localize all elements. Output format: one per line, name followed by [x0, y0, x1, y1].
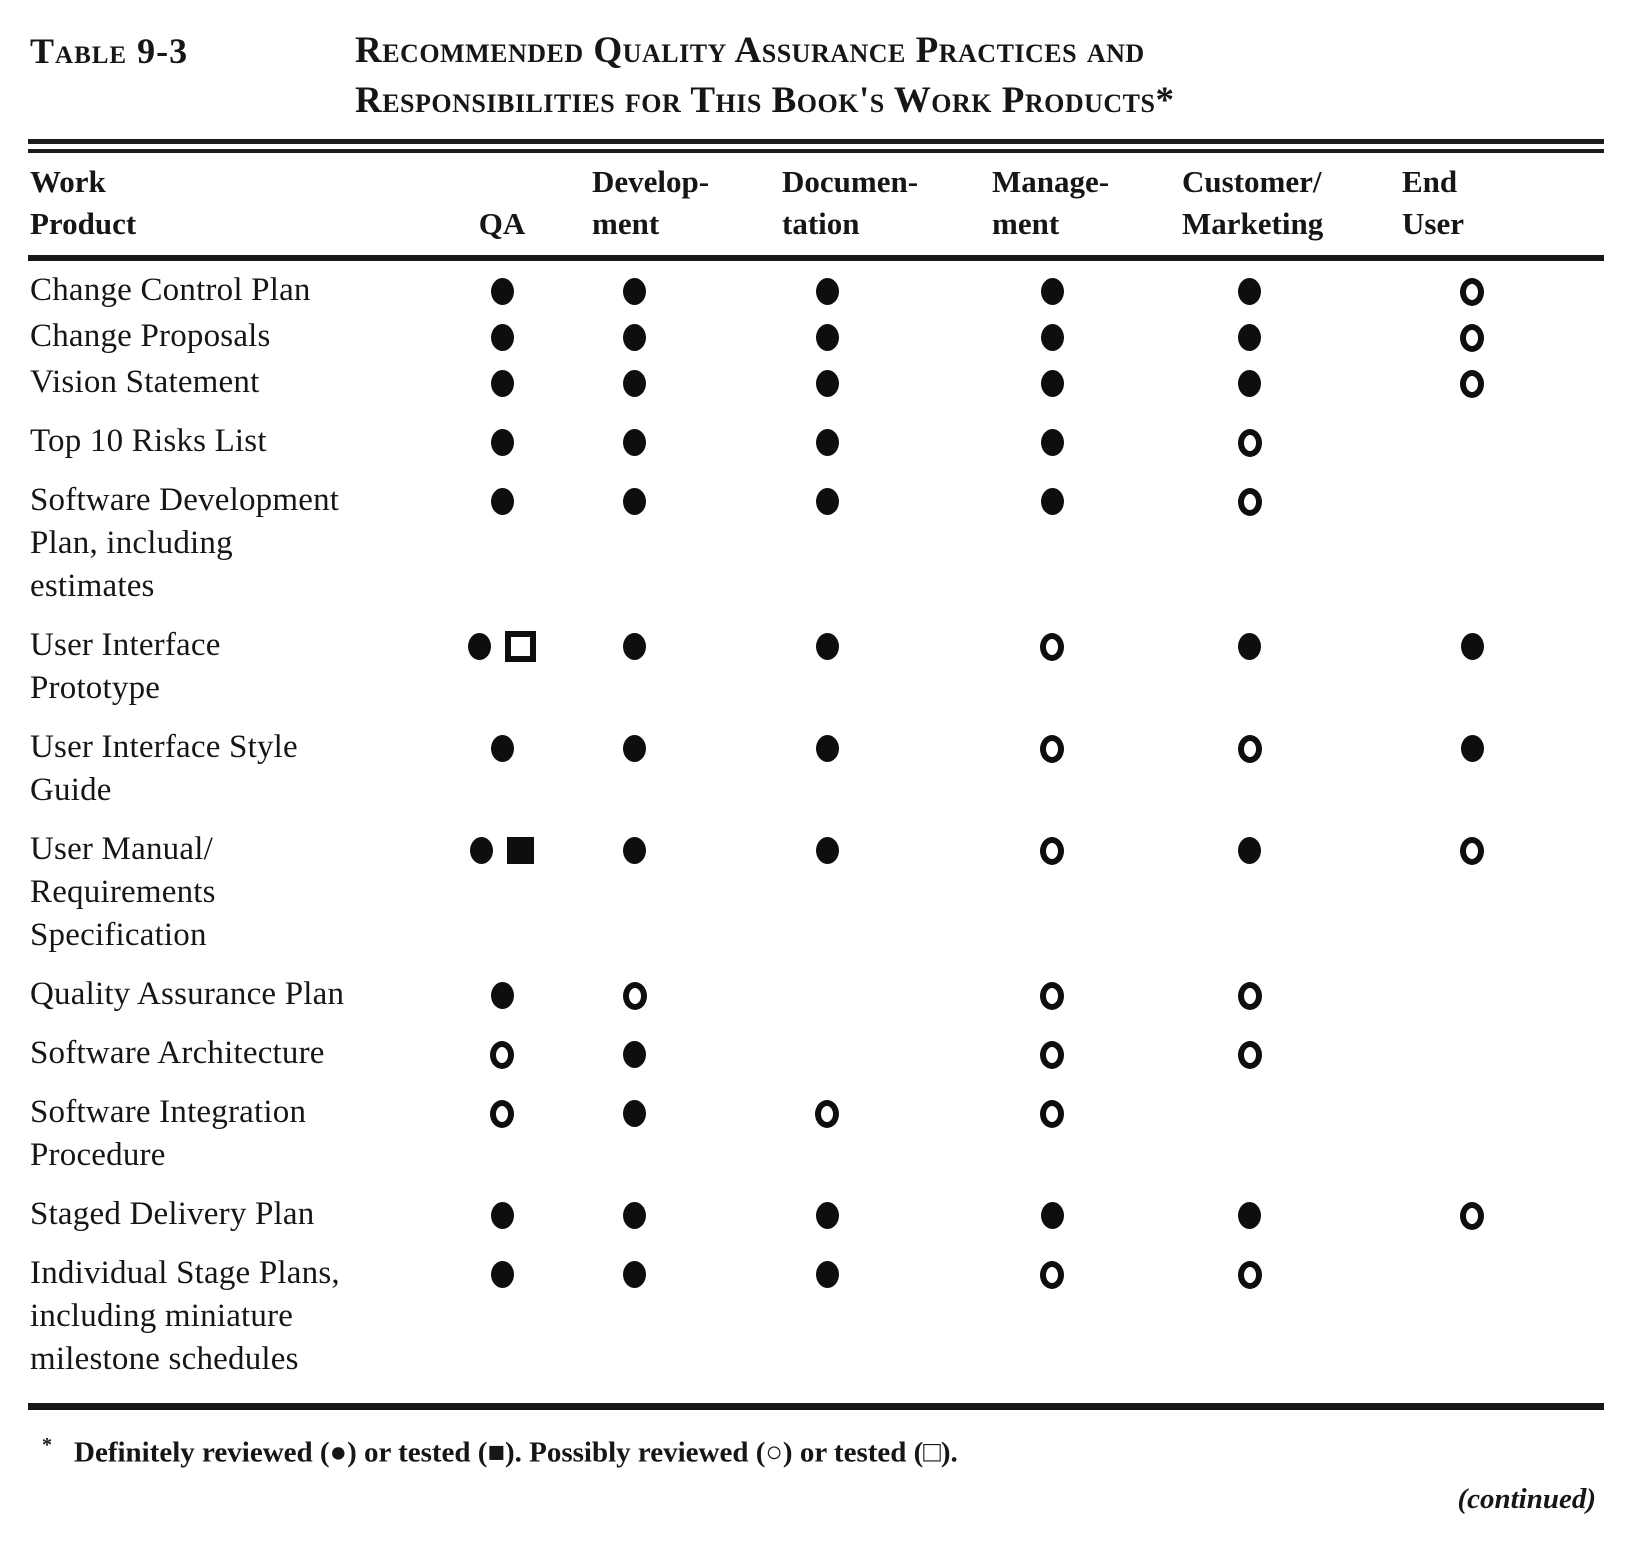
work-product-line: Change Proposals	[30, 318, 271, 354]
work-product-cell	[30, 315, 442, 358]
marker-cell-documentation	[707, 1091, 947, 1177]
marker-cell-management	[947, 479, 1157, 608]
marker-cell-management	[947, 1193, 1157, 1236]
work-product-line: milestone schedules	[30, 1341, 299, 1377]
work-product-line: User Interface	[30, 627, 221, 663]
table-row	[30, 973, 1632, 1016]
open-circle-marker	[490, 1041, 514, 1069]
marker-cell-end_user	[1342, 420, 1602, 463]
marker-cell-development	[562, 1193, 707, 1236]
marker-cell-management	[947, 1032, 1157, 1075]
column-header-line: End	[1402, 164, 1458, 199]
footnote-asterisk: *	[42, 1434, 52, 1456]
marker-cell-management	[947, 624, 1157, 710]
column-header-line	[442, 161, 562, 203]
marker-cell-management	[947, 1091, 1157, 1177]
marker-cell-documentation	[707, 973, 947, 1016]
marker-cell-management	[947, 361, 1157, 404]
work-product-line: Procedure	[30, 1137, 166, 1173]
marker-cell-management	[947, 726, 1157, 812]
column-header-qa	[442, 161, 562, 245]
open-circle-marker	[1040, 735, 1064, 763]
marker-cell-customer_marketing	[1157, 973, 1342, 1016]
table-row	[30, 361, 1632, 404]
filled-circle-marker	[1041, 278, 1064, 305]
column-header-development	[562, 161, 710, 245]
filled-circle-marker	[623, 1100, 646, 1127]
marker-cell-documentation	[707, 1252, 947, 1381]
open-circle-marker	[1460, 837, 1484, 865]
marker-cell-management	[947, 315, 1157, 358]
filled-circle-marker	[816, 1202, 839, 1229]
divider-double-rule	[28, 139, 1604, 153]
filled-circle-marker	[623, 278, 646, 305]
open-circle-marker	[1460, 324, 1484, 352]
marker-cell-customer_marketing	[1157, 726, 1342, 812]
work-product-line: Requirements	[30, 874, 216, 910]
marker-cell-end_user	[1342, 828, 1602, 957]
marker-cell-management	[947, 1252, 1157, 1381]
filled-circle-marker	[491, 278, 514, 305]
marker-cell-development	[562, 315, 707, 358]
open-circle-marker	[815, 1100, 839, 1128]
filled-circle-marker	[623, 324, 646, 351]
work-product-cell	[30, 624, 442, 710]
marker-cell-qa	[442, 269, 562, 312]
table-row	[30, 420, 1632, 463]
filled-circle-marker	[816, 370, 839, 397]
column-header-line: Marketing	[1182, 206, 1324, 241]
table-row	[30, 726, 1632, 812]
marker-cell-documentation	[707, 479, 947, 608]
filled-circle-marker	[623, 1041, 646, 1068]
filled-circle-marker	[491, 429, 514, 456]
column-header-line: Product	[30, 206, 137, 241]
filled-circle-marker	[623, 488, 646, 515]
work-product-line: Staged Delivery Plan	[30, 1196, 315, 1232]
work-product-line: Quality Assurance Plan	[30, 976, 345, 1012]
marker-cell-qa	[442, 973, 562, 1016]
marker-cell-management	[947, 828, 1157, 957]
marker-cell-documentation	[707, 828, 947, 957]
open-square-marker	[505, 631, 536, 662]
work-product-line: Guide	[30, 772, 112, 808]
filled-circle-marker	[468, 633, 491, 660]
table-body	[0, 261, 1632, 1381]
work-product-line: estimates	[30, 568, 155, 604]
marker-cell-documentation	[707, 1193, 947, 1236]
filled-circle-marker	[816, 488, 839, 515]
column-header-line: Develop-	[592, 164, 710, 199]
filled-circle-marker	[623, 837, 646, 864]
work-product-line: Top 10 Risks List	[30, 423, 267, 459]
work-product-line: User Interface Style	[30, 729, 298, 765]
filled-circle-marker	[1238, 324, 1261, 351]
filled-circle-marker	[1041, 370, 1064, 397]
marker-cell-end_user	[1342, 269, 1602, 312]
marker-cell-documentation	[707, 315, 947, 358]
marker-cell-development	[562, 479, 707, 608]
open-circle-marker	[1040, 982, 1064, 1010]
work-product-cell	[30, 269, 442, 312]
table-row	[30, 479, 1632, 608]
table-row	[30, 1091, 1632, 1177]
column-header-line: Documen-	[782, 164, 919, 199]
filled-circle-marker	[491, 735, 514, 762]
marker-cell-development	[562, 828, 707, 957]
table-title	[355, 26, 1174, 126]
filled-circle-marker	[816, 837, 839, 864]
marker-cell-customer_marketing	[1157, 269, 1342, 312]
filled-circle-marker	[623, 429, 646, 456]
filled-circle-marker	[491, 488, 514, 515]
table-row	[30, 1252, 1632, 1381]
marker-cell-qa	[442, 1091, 562, 1177]
open-circle-marker	[1040, 1261, 1064, 1289]
work-product-line: Software Architecture	[30, 1035, 325, 1071]
filled-circle-marker	[1041, 488, 1064, 515]
column-header-line: QA	[478, 206, 526, 241]
work-product-line: Change Control Plan	[30, 272, 311, 308]
work-product-line: Prototype	[30, 670, 161, 706]
column-header-line: Manage-	[992, 164, 1110, 199]
filled-circle-marker	[1041, 429, 1064, 456]
filled-circle-marker	[1041, 324, 1064, 351]
marker-cell-development	[562, 624, 707, 710]
filled-circle-marker	[1461, 633, 1484, 660]
work-product-line: Software Development	[30, 482, 340, 518]
table-title-line-1: Recommended Quality Assurance Practices and	[355, 30, 1145, 71]
work-product-cell	[30, 828, 442, 957]
open-circle-marker	[1238, 735, 1262, 763]
table-row	[30, 828, 1632, 957]
filled-circle-marker	[491, 1261, 514, 1288]
marker-cell-documentation	[707, 1032, 947, 1075]
marker-cell-qa	[442, 361, 562, 404]
filled-circle-marker	[491, 324, 514, 351]
filled-circle-marker	[816, 278, 839, 305]
marker-cell-customer_marketing	[1157, 1091, 1342, 1177]
work-product-cell	[30, 726, 442, 812]
open-circle-marker	[1238, 488, 1262, 516]
filled-circle-marker	[1238, 370, 1261, 397]
marker-cell-end_user	[1342, 315, 1602, 358]
column-header-end-user	[1342, 161, 1602, 245]
open-circle-marker	[1238, 1261, 1262, 1289]
marker-cell-customer_marketing	[1157, 828, 1342, 957]
work-product-cell	[30, 1091, 442, 1177]
marker-cell-qa	[442, 315, 562, 358]
open-circle-marker	[1040, 837, 1064, 865]
marker-cell-end_user	[1342, 479, 1602, 608]
marker-cell-end_user	[1342, 1032, 1602, 1075]
marker-cell-documentation	[707, 361, 947, 404]
work-product-line: including miniature	[30, 1298, 294, 1334]
marker-cell-qa	[442, 624, 562, 710]
marker-cell-end_user	[1342, 361, 1602, 404]
work-product-cell	[30, 973, 442, 1016]
work-product-line: Plan, including	[30, 525, 233, 561]
work-product-cell	[30, 1252, 442, 1381]
open-circle-marker	[1238, 982, 1262, 1010]
column-header-line: User	[1402, 206, 1464, 241]
marker-cell-development	[562, 726, 707, 812]
filled-circle-marker	[491, 370, 514, 397]
table-row	[30, 315, 1632, 358]
marker-cell-documentation	[707, 269, 947, 312]
filled-circle-marker	[816, 429, 839, 456]
open-circle-marker	[1238, 429, 1262, 457]
filled-circle-marker	[1238, 633, 1261, 660]
open-circle-marker	[1040, 1041, 1064, 1069]
filled-circle-marker	[816, 1261, 839, 1288]
column-header-management	[947, 161, 1157, 245]
table-row	[30, 269, 1632, 312]
open-circle-marker	[490, 1100, 514, 1128]
filled-circle-marker	[816, 633, 839, 660]
marker-cell-customer_marketing	[1157, 361, 1342, 404]
column-header-line: ment	[592, 206, 660, 241]
column-header-work-product	[30, 161, 442, 245]
column-header-customer-marketing	[1157, 161, 1342, 245]
table-row	[30, 624, 1632, 710]
filled-circle-marker	[623, 1202, 646, 1229]
marker-cell-qa	[442, 420, 562, 463]
filled-circle-marker	[1041, 1202, 1064, 1229]
marker-cell-qa	[442, 479, 562, 608]
marker-cell-end_user	[1342, 624, 1602, 710]
marker-cell-development	[562, 1091, 707, 1177]
open-circle-marker	[1460, 1202, 1484, 1230]
column-header-line: Customer/	[1182, 164, 1322, 199]
marker-cell-end_user	[1342, 1252, 1602, 1381]
open-circle-marker	[623, 982, 647, 1010]
table-row	[30, 1032, 1632, 1075]
marker-cell-qa	[442, 726, 562, 812]
marker-cell-development	[562, 1252, 707, 1381]
marker-cell-customer_marketing	[1157, 1252, 1342, 1381]
footnote	[42, 1434, 1592, 1470]
work-product-cell	[30, 1193, 442, 1236]
column-header-line: ment	[992, 206, 1060, 241]
marker-cell-qa	[442, 1252, 562, 1381]
work-product-cell	[30, 1032, 442, 1075]
filled-circle-marker	[816, 324, 839, 351]
marker-cell-customer_marketing	[1157, 420, 1342, 463]
work-product-cell	[30, 361, 442, 404]
marker-cell-end_user	[1342, 1193, 1602, 1236]
marker-cell-development	[562, 269, 707, 312]
marker-cell-customer_marketing	[1157, 624, 1342, 710]
marker-cell-development	[562, 1032, 707, 1075]
table-title-line-2: Responsibilities for This Book's Work Products*	[355, 80, 1175, 121]
filled-square-marker	[507, 837, 534, 864]
marker-cell-customer_marketing	[1157, 1193, 1342, 1236]
filled-circle-marker	[1238, 1202, 1261, 1229]
work-product-line: Individual Stage Plans,	[30, 1255, 340, 1291]
table-label: Table 9-3	[30, 31, 189, 71]
marker-cell-end_user	[1342, 726, 1602, 812]
marker-cell-management	[947, 973, 1157, 1016]
table-header-row	[0, 153, 1632, 255]
column-header-line: Work	[30, 164, 106, 199]
work-product-line: Software Integration	[30, 1094, 307, 1130]
marker-cell-development	[562, 361, 707, 404]
open-circle-marker	[1238, 1041, 1262, 1069]
work-product-cell	[30, 479, 442, 608]
marker-cell-development	[562, 973, 707, 1016]
filled-circle-marker	[1238, 278, 1261, 305]
marker-cell-qa	[442, 1032, 562, 1075]
filled-circle-marker	[470, 837, 493, 864]
marker-cell-documentation	[707, 420, 947, 463]
filled-circle-marker	[623, 735, 646, 762]
work-product-line: Vision Statement	[30, 364, 260, 400]
marker-cell-end_user	[1342, 973, 1602, 1016]
open-circle-marker	[1460, 370, 1484, 398]
open-circle-marker	[1460, 278, 1484, 306]
filled-circle-marker	[1238, 837, 1261, 864]
table-caption	[0, 0, 1632, 126]
marker-cell-documentation	[707, 624, 947, 710]
filled-circle-marker	[623, 1261, 646, 1288]
marker-cell-management	[947, 269, 1157, 312]
open-circle-marker	[1040, 633, 1064, 661]
work-product-cell	[30, 420, 442, 463]
marker-cell-customer_marketing	[1157, 315, 1342, 358]
marker-cell-end_user	[1342, 1091, 1602, 1177]
column-header-documentation	[707, 161, 947, 245]
marker-cell-qa	[442, 1193, 562, 1236]
marker-cell-management	[947, 420, 1157, 463]
filled-circle-marker	[623, 370, 646, 397]
continued-note: (continued)	[1457, 1483, 1596, 1515]
divider-bottom-rule	[28, 1403, 1604, 1410]
filled-circle-marker	[816, 735, 839, 762]
filled-circle-marker	[623, 633, 646, 660]
column-header-line: tation	[782, 206, 860, 241]
marker-cell-customer_marketing	[1157, 479, 1342, 608]
footnote-text: Definitely reviewed (●) or tested (■). Possibly reviewed (○) or tested (□).	[74, 1436, 958, 1469]
marker-cell-documentation	[707, 726, 947, 812]
table-row	[30, 1193, 1632, 1236]
work-product-line: Specification	[30, 917, 207, 953]
work-product-line: User Manual/	[30, 831, 213, 867]
filled-circle-marker	[1461, 735, 1484, 762]
filled-circle-marker	[491, 1202, 514, 1229]
marker-cell-qa	[442, 828, 562, 957]
marker-cell-development	[562, 420, 707, 463]
marker-cell-customer_marketing	[1157, 1032, 1342, 1075]
open-circle-marker	[1040, 1100, 1064, 1128]
filled-circle-marker	[491, 982, 514, 1009]
